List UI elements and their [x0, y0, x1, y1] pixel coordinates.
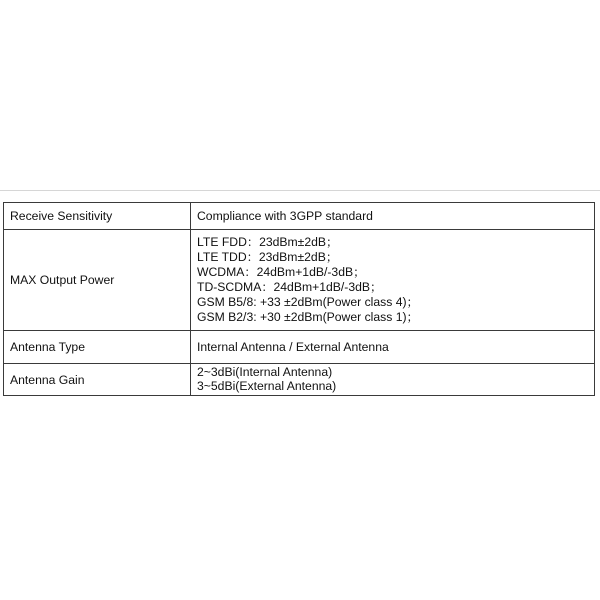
row-label: Antenna Type — [10, 340, 85, 354]
label-cell — [4, 230, 191, 331]
row-label: MAX Output Power — [10, 273, 115, 287]
value-line: TD-SCDMA：24dBm+1dB/-3dB； — [197, 280, 383, 294]
value-cell — [191, 331, 595, 364]
value-line: LTE FDD：23dBm±2dB； — [197, 235, 339, 249]
value-line: GSM B2/3: +30 ±2dBm(Power class 1)； — [197, 310, 419, 324]
table-row-max-output-power — [4, 230, 595, 331]
label-cell — [4, 331, 191, 364]
value-cell — [191, 364, 595, 396]
row-label: Antenna Gain — [10, 372, 85, 387]
table-row-receive-sensitivity — [4, 203, 595, 230]
row-label: Receive Sensitivity — [10, 209, 113, 223]
value-line: GSM B5/8: +33 ±2dBm(Power class 4)； — [197, 295, 419, 309]
row-value: Compliance with 3GPP standard — [197, 209, 373, 223]
value-line: WCDMA：24dBm+1dB/-3dB； — [197, 265, 366, 279]
value-cell — [191, 230, 595, 331]
value-line: 3~5dBi(External Antenna) — [197, 378, 337, 393]
value-cell — [191, 203, 595, 230]
top-rule — [0, 190, 600, 191]
value-line: 2~3dBi(Internal Antenna) — [197, 365, 333, 379]
table-row-antenna-type — [4, 331, 595, 364]
table-row-antenna-gain — [4, 364, 595, 396]
value-line: LTE TDD：23dBm±2dB； — [197, 250, 339, 264]
spec-table — [3, 202, 595, 396]
row-value: Internal Antenna / External Antenna — [197, 340, 389, 354]
label-cell — [4, 203, 191, 230]
label-cell — [4, 364, 191, 396]
